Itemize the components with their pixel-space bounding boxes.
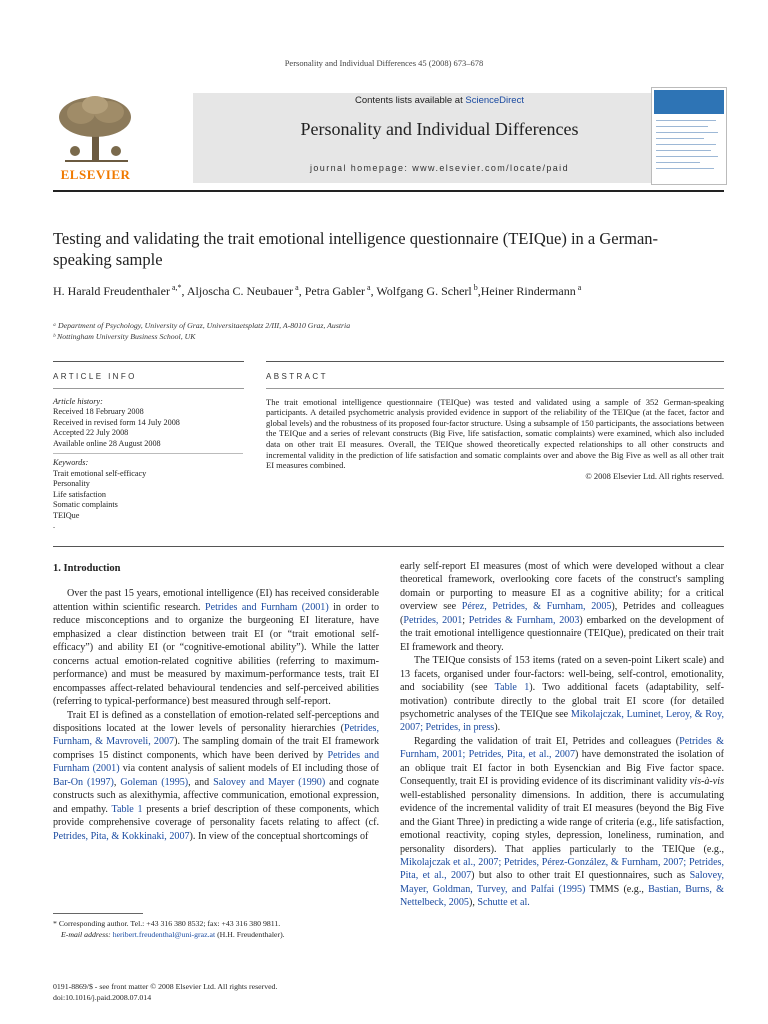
corresponding-author: * Corresponding author. Tel.: +43 316 380 8532; fax: +43 316 380 9811. [53,919,281,928]
masthead [53,93,723,183]
citation-link[interactable]: Pérez, Petrides, & Furnham, 2005 [461,601,612,613]
history-revised: Received in revised form 14 July 2008 [53,417,180,427]
article-info-heading: ARTICLE INFO [53,372,137,381]
citation-link[interactable]: Mikolajczak, Luminet, Leroy, & Roy, 2007; Petrides, in press [400,708,724,734]
section-heading-introduction: 1. Introduction [53,563,121,574]
citation-link[interactable]: Mikolajczak et al., 2007; Petrides, Pérez-González, & Furnham, 2007; Petrides, Pita, et al., 2007 [400,856,724,882]
author-affiliation-mark: b [471,283,478,292]
citation-link[interactable]: Petrides, Pita, & Kokkinaki, 2007 [53,830,190,842]
citation-link[interactable]: Petrides, 2001 [403,614,463,626]
info-rule-top [53,361,244,362]
email-line [53,930,383,941]
paragraph: early self-report EI measures (most of which were developed without a clear theoretical framework, overlooking core facets of the construct's sampling domain or purporting to measure EI as a cognitive ability; for a critical overview see Pérez, Petrides, & Furnham, 2005), Petrides and colleagues (Petrides, 2001; Petrides & Furnham, 2003) embarked on the development of the trait emotional intelligence questionnaire (TEIQue), predicated on their trait EI framework and theory. [400,561,724,653]
footnote [53,919,383,940]
issn-line: 0191-8869/$ - see front matter © 2008 Elsevier Ltd. All rights reserved. [53,982,278,991]
citation-link[interactable]: Petrides & Furnham, 2003 [468,614,580,626]
cover-header-block [654,90,724,114]
author-name: Wolfgang G. Scherl [376,284,472,298]
citation-link[interactable]: Bastian, Burns, & Nettelbeck, 2005 [400,883,724,909]
citation-link[interactable]: Table 1 [494,682,530,694]
citation-link[interactable]: Petrides & Furnham, 2001; Petrides, Pita, et al., 2007 [400,735,724,761]
author-affiliation-mark: a [365,283,371,292]
abstract-rule-top [266,361,724,362]
elsevier-logo [53,93,138,183]
front-matter-rule [53,546,724,547]
citation-link[interactable]: Table 1 [111,803,143,815]
keyword: Personality [53,479,90,488]
citation-link[interactable]: Salovey and Mayer (1990) [213,776,326,788]
citation-link[interactable]: Bar-On (1997) [53,776,114,788]
author-name: Aljoscha C. Neubauer [186,284,294,298]
doi-line: doi:10.1016/j.paid.2008.07.014 [53,992,152,1002]
author-affiliation-mark: a [575,283,582,292]
author-name: Petra Gabler [304,284,366,298]
keyword: Trait emotional self-efficacy [53,468,147,478]
email-label: E-mail address: [61,929,113,939]
citation-link[interactable]: Petrides and Furnham (2001) [53,749,379,775]
paragraph: The TEIQue consists of 153 items (rated on a seven-point Likert scale) and 13 facets, organised under four-factors: well-being, self-control, emotionality, and sociability (see Table 1). Two additional facets (adaptability, self-motivation) contribute directly to the global trait EI score (for detailed psychometric analyses of the TEIQue see Mikolajczak, Luminet, Leroy, & Roy, 2007; Petrides, in press). [400,655,725,734]
history-received: Received 18 February 2008 [53,407,144,416]
footnote-rule [53,913,143,914]
author-affiliation-mark: a [293,283,299,292]
affiliation-b: ᵇ Nottingham University Business School, UK [53,332,196,341]
journal-homepage[interactable]: journal homepage: www.elsevier.com/locate/paid [309,163,569,173]
paragraph: Over the past 15 years, emotional intelligence (EI) has received considerable attention within scientific research. Petrides and Furnham (2001) in order to reduce misconceptions and to organize the burgeoning EI literature, have emphasized a clear distinction between trait EI (or “trait emotional self-efficacy”) and ability EI (or “cognitive-emotional ability”). While the latter concerns actual emotion-related cognitive abilities (referring to maximum-performance) and must be measured by maximum-performance tests, trait EI encompasses affect-related behavioural tendencies and self-perceived abilities (referring to typical-performance) best measured through self-report. [53,588,379,708]
journal-reference: Personality and Individual Differences 45 (2008) 673–678 [284,58,484,68]
history-online: Available online 28 August 2008 [53,438,161,448]
journal-title: Personality and Individual Differences [300,119,579,139]
abstract-heading: ABSTRACT [266,372,328,381]
abstract-text: The trait emotional intelligence questionnaire (TEIQue) was tested and validated using a sample of 352 German-speaking participants. A detailed psychometric analysis provided evidence in support of the reliability of the TEIQue (at the facet, factor and global levels) and the robustness of its proposed four-factor structure. Using a subsample of 150 participants, the associations between the TEIQue and a series of relevant constructs (Big Five, life satisfaction, somatic complaints) were examined, which also included data on other trait EI measures. Overall, the TEIQue showed theoretically expected relationships to all other constructs and incremental validity in the prediction of life satisfaction and somatic complaints over and above the Big Five as well as all other trait EI measures combined. [266,396,724,471]
trailing-mark: . [53,521,56,530]
author-name: Heiner Rindermann [480,284,576,298]
journal-cover-thumbnail [651,87,727,185]
email-link[interactable]: heribert.freudenthal@uni-graz.at [112,929,216,939]
contents-line [193,95,686,106]
elsevier-wordmark: ELSEVIER [60,167,131,182]
article-info [53,372,243,532]
abstract-copyright: © 2008 Elsevier Ltd. All rights reserved. [585,470,724,481]
elsevier-tree-icon [53,93,138,167]
paragraph: Regarding the validation of trait EI, Petrides and colleagues (Petrides & Furnham, 2001; Petrides, Pita, et al., 2007) have demonstrated the isolation of an oblique trait EI factor in both Eysenckian and Big Five factor space. Consequently, trait EI is providing evidence of its discriminant validity vis-à-vis well-established personality dimensions. In addition, there is accumulating evidence of the incremental validity of trait EI measures (beyond the Big Five and the Giant Three) in predicting a wide range of criteria (e.g., life satisfaction, emotional reactivity, coping styles, depression, loneliness, rumination, and personality disorders). That applies particularly to the TEIQue (e.g., Mikolajczak et al., 2007; Petrides, Pérez-González, & Furnham, 2007; Petrides, Pita, et al., 2007) but also to other trait EI questionnaires, such as Salovey, Mayer, Goldman, Turvey, and Palfai (1995) TMMS (e.g., Bastian, Burns, & Nettelbeck, 2005), Schutte et al. [400,735,724,909]
body-column-right [400,560,724,910]
author-affiliation-mark: a,* [169,283,182,292]
masthead-rule [53,190,724,192]
emphasis: vis-à-vis [689,776,724,788]
sciencedirect-link[interactable]: ScienceDirect [465,95,524,106]
citation-link[interactable]: Salovey, Mayer, Goldman, Turvey, and Palfai (1995) [400,870,724,895]
email-suffix: (H.H. Freudenthaler). [215,929,285,939]
citation-link[interactable]: Petrides and Furnham (2001) [204,601,329,613]
history-accepted: Accepted 22 July 2008 [53,428,129,437]
citation-link[interactable]: Petrides, Furnham, & Mavroveli, 2007 [53,722,379,748]
page-footer [53,982,453,1003]
body-column-left [53,562,379,843]
keyword: Life satisfaction [53,489,106,499]
paragraph: Trait EI is defined as a constellation of emotion-related self-perceptions and dispositions located at the lower levels of personality hierarchies (Petrides, Furnham, & Mavroveli, 2007). The sampling domain of the trait EI framework comprises 15 distinct components, which have been derived by Petrides and Furnham (2001) via content analysis of salient models of EI including those of Bar-On (1997), Goleman (1995), and Salovey and Mayer (1990) and cognate constructs such as alexithymia, affective communication, emotional expression, and empathy. Table 1 presents a brief description of these components, which provide comprehensive coverage of personality facets relating to affect (cf. Petrides, Pita, & Kokkinaki, 2007). In view of the conceptual shortcomings of [53,709,380,842]
journal-banner [193,93,686,183]
contents-prefix: Contents lists available at [355,95,466,106]
citation-link[interactable]: Goleman (1995) [120,776,189,788]
keyword: TEIQue [53,510,80,520]
affiliations [53,320,673,342]
affiliation-a: ᵃ Department of Psychology, University of Graz, Universitaetsplatz 2/III, A-8010 Graz, Austria [53,321,351,330]
author-list: H. Harald Freudenthaler $^{a,*}$, Aljoscha C. Neubauer $^a$, Petra Gabler $^a$, Wolfgang G. Scherl $^b$,Heiner Rindermann $^a$ [53,283,582,298]
citation-link[interactable]: Schutte et al. [477,897,530,909]
history-label: Article history: [53,396,103,406]
abstract [266,372,724,481]
keywords-label: Keywords: [53,458,89,467]
keyword: Somatic complaints [53,500,118,509]
article-title: Testing and validating the trait emotional intelligence questionnaire (TEIQue) in a German-speaking sample [53,229,659,269]
author-name: H. Harald Freudenthaler [53,284,170,298]
